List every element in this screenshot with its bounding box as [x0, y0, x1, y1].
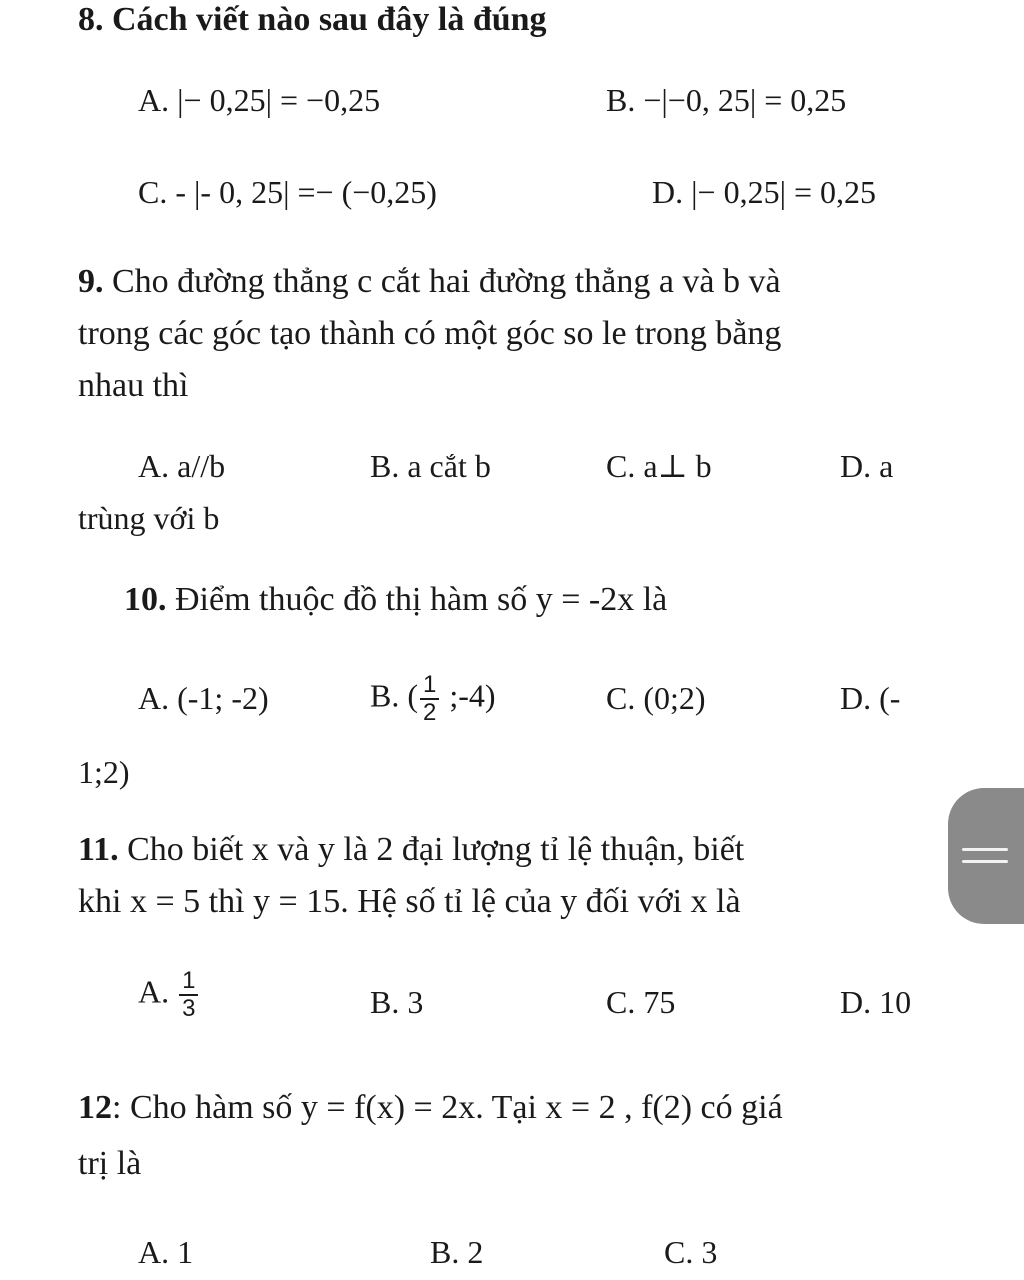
q9-line-1: 9. Cho đường thẳng c cắt hai đường thẳng a và b và: [78, 263, 781, 300]
q9-option-d-wrap: trùng với b: [78, 500, 220, 536]
q8-option-b[interactable]: B. −|−0, 25| = 0,25: [606, 82, 847, 118]
q10-option-c[interactable]: C. (0;2): [606, 680, 706, 716]
q11-line-2: khi x = 5 thì y = 15. Hệ số tỉ lệ của y đối với x là: [78, 883, 741, 920]
q11-line-1: 11. Cho biết x và y là 2 đại lượng tỉ lệ thuận, biết: [78, 831, 745, 868]
q12-line-1: 12: Cho hàm số y = f(x) = 2x. Tại x = 2 , f(2) có giá: [78, 1089, 783, 1126]
q12-line-2: trị là: [78, 1145, 142, 1182]
q10-option-d-wrap: 1;2): [78, 754, 130, 790]
q9-option-b[interactable]: B. a cắt b: [370, 448, 491, 484]
q8-option-a[interactable]: A. |− 0,25| = −0,25: [138, 82, 381, 118]
handle-line-icon: [962, 848, 1008, 851]
q8-title: 8. Cách viết nào sau đây là đúng: [78, 1, 547, 38]
q8-option-d[interactable]: D. |− 0,25| = 0,25: [652, 174, 877, 210]
fraction-one-half: $\frac{1}{2}$: [420, 672, 439, 726]
side-panel-handle[interactable]: [948, 788, 1024, 924]
fraction-one-third: $\frac{1}{3}$: [179, 968, 198, 1022]
q11-option-a[interactable]: A. $\frac{1}{3}$: [138, 968, 200, 1022]
q11-option-b[interactable]: B. 3: [370, 984, 424, 1020]
q9-option-d[interactable]: D. a: [840, 448, 894, 484]
handle-line-icon: [962, 860, 1008, 863]
q9-option-c[interactable]: C. a⊥ b: [606, 448, 712, 484]
q9-line-3: nhau thì: [78, 367, 189, 404]
q9-option-a[interactable]: A. a//b: [138, 448, 226, 484]
q10-option-a[interactable]: A. (-1; -2): [138, 680, 269, 716]
q12-option-b[interactable]: B. 2: [430, 1234, 484, 1270]
q8-option-c[interactable]: C. - |- 0, 25| =− (−0,25): [138, 174, 437, 210]
q11-option-d[interactable]: D. 10: [840, 984, 912, 1020]
q10-option-d[interactable]: D. (-: [840, 680, 901, 716]
q11-option-c[interactable]: C. 75: [606, 984, 676, 1020]
q12-option-c[interactable]: C. 3: [664, 1234, 718, 1270]
q12-option-a[interactable]: A. 1: [138, 1234, 194, 1270]
q10-title: 10. Điểm thuộc đồ thị hàm số y = -2x là: [124, 581, 668, 618]
q10-option-b[interactable]: B. ( $\frac{1}{2}$ ;-4): [370, 671, 496, 726]
q9-line-2: trong các góc tạo thành có một góc so le trong bằng: [78, 315, 782, 352]
